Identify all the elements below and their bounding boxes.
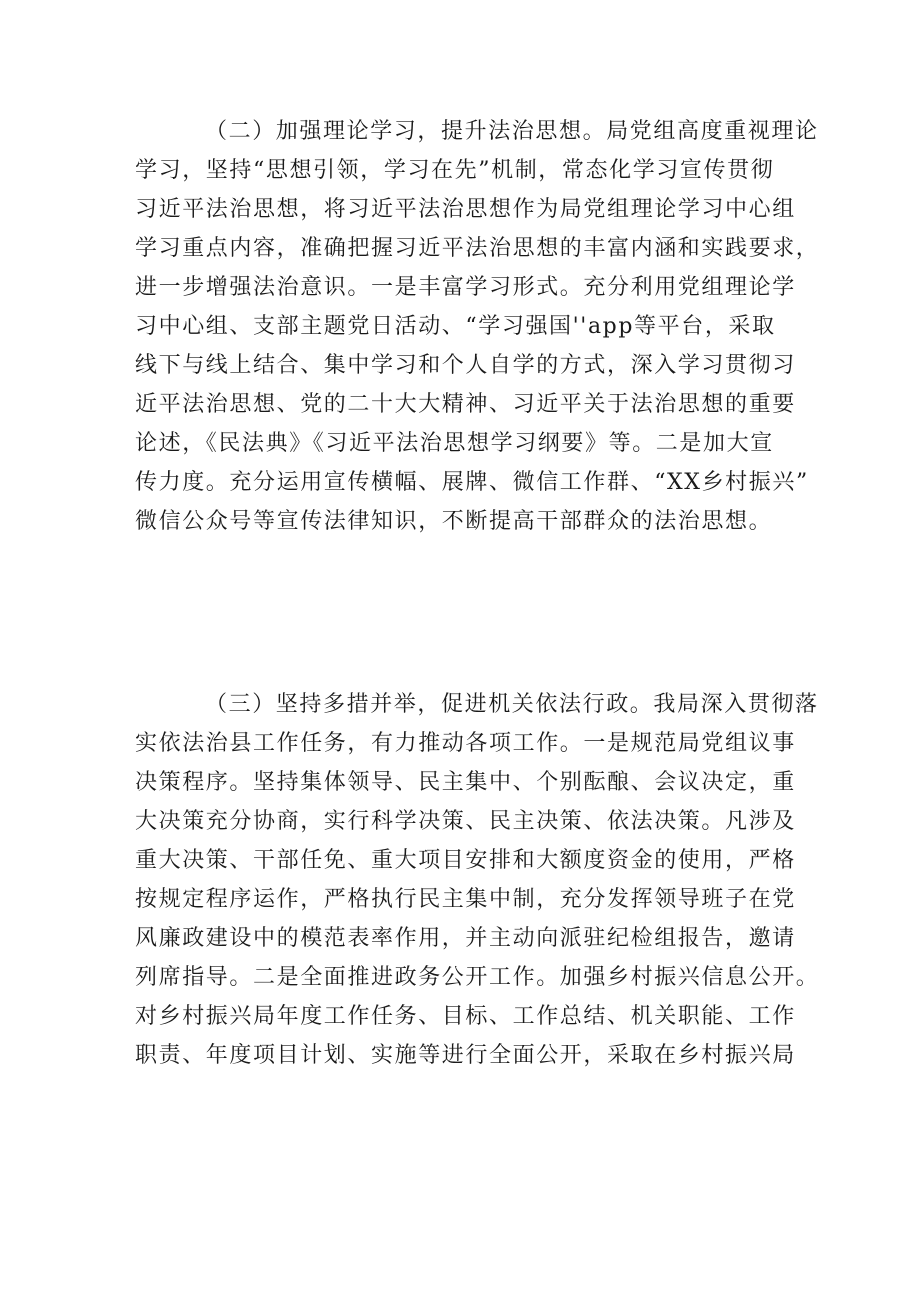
paragraph-line: 学习，坚持“思想引领，学习在先”机制，常态化学习宣传贯彻 — [135, 158, 775, 183]
paragraph-line: 习中心组、支部主题党日活动、“学习强国''app等平台，采取 — [135, 314, 776, 339]
paragraph-line: 按规定程序运作，严格执行民主集中制，充分发挥领导班子在党 — [135, 887, 796, 912]
paragraph-theory-study — [135, 112, 820, 541]
paragraph-line: 微信公众号等宣传法律知识，不断提高干部群众的法治思想。 — [135, 509, 773, 534]
paragraph-line: 近平法治思想、党的二十大大精神、习近平关于法治思想的重要 — [135, 392, 796, 417]
paragraph-lawful-administration — [135, 685, 820, 1075]
paragraph-line: （三）坚持多措并举，促进机关依法行政。我局深入贯彻落 — [205, 692, 819, 717]
paragraph-line: 重大决策、干部任免、重大项目安排和大额度资金的使用，严格 — [135, 848, 796, 873]
paragraph-line: 学习重点内容，准确把握习近平法治思想的丰富内涵和实践要求， — [135, 236, 820, 261]
paragraph-line: 决策程序。坚持集体领导、民主集中、个别酝酿、会议决定，重 — [135, 770, 796, 795]
paragraph-line: 习近平法治思想，将习近平法治思想作为局党组理论学习中心组 — [135, 197, 796, 222]
paragraph-line: 大决策充分协商，实行科学决策、民主决策、依法决策。凡涉及 — [135, 809, 796, 834]
paragraph-line: （二）加强理论学习，提升法治思想。局党组高度重视理论 — [205, 119, 819, 144]
paragraph-line: 进一步增强法治意识。一是丰富学习形式。充分利用党组理论学 — [135, 275, 796, 300]
paragraph-line: 实依法治县工作任务，有力推动各项工作。一是规范局党组议事 — [135, 731, 796, 756]
paragraph-line: 职责、年度项目计划、实施等进行全面公开，采取在乡村振兴局 — [135, 1043, 796, 1068]
paragraph-line: 线下与线上结合、集中学习和个人自学的方式，深入学习贯彻习 — [135, 353, 796, 378]
paragraph-line: 论述，《民法典》《习近平法治思想学习纲要》等。二是加大宣 — [135, 431, 774, 456]
paragraph-line: 对乡村振兴局年度工作任务、目标、工作总结、机关职能、工作 — [135, 1004, 796, 1029]
paragraph-line: 风廉政建设中的模范表率作用，并主动向派驻纪检组报告，邀请 — [135, 926, 796, 951]
paragraph-line: 列席指导。二是全面推进政务公开工作。加强乡村振兴信息公开。 — [135, 965, 820, 990]
paragraph-line: 传力度。充分运用宣传横幅、展牌、微信工作群、“XX乡村振兴” — [135, 470, 809, 495]
